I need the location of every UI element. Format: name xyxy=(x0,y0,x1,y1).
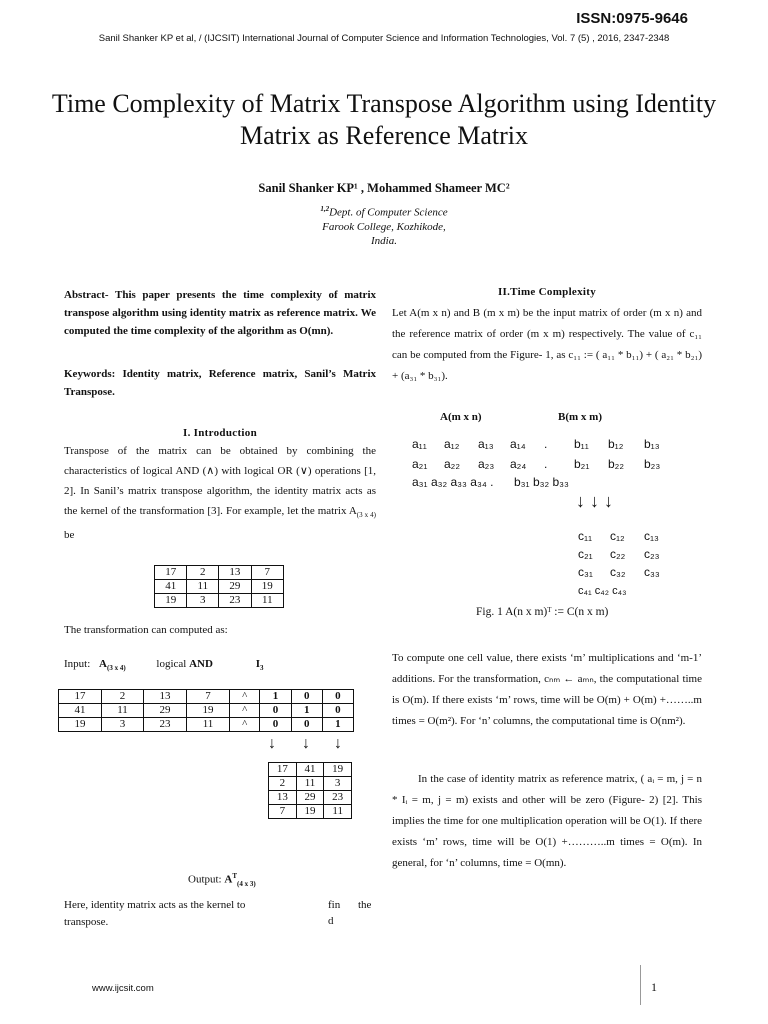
fig-a12: a₁₂ xyxy=(444,437,460,451)
matrix-at-cell: 29 xyxy=(296,791,324,805)
input-matrix-cell: 1 xyxy=(322,718,353,732)
fig-a24: a₂₄ xyxy=(510,457,527,471)
input-matrix-cell: 11 xyxy=(101,704,143,718)
matrix-at-cell: 19 xyxy=(324,763,352,777)
matrix-at-row xyxy=(269,791,352,805)
input-matrix-cell: 41 xyxy=(59,704,102,718)
input-matrix-cell: 1 xyxy=(260,690,291,704)
matrix-at-cell: 23 xyxy=(324,791,352,805)
intro-tail: be xyxy=(64,529,75,542)
fig-c21: c₂₁ xyxy=(578,547,593,561)
matrix-at-row xyxy=(269,777,352,791)
affiliation xyxy=(0,202,768,248)
matrix-a-cell: 17 xyxy=(155,566,187,580)
output-sub: (4 x 3) xyxy=(237,879,256,888)
fig-a14: a₁₄ xyxy=(510,437,526,451)
fig-a-row3: a₃₁ a₃₂ a₃₃ a₃₄ . xyxy=(412,475,494,489)
input-matrix-cell: 17 xyxy=(59,690,102,704)
fig-c22: c₂₂ xyxy=(610,547,626,561)
matrix-a-cell: 29 xyxy=(219,580,251,594)
keywords xyxy=(64,365,376,401)
down-arrow-3: ↓ xyxy=(334,735,342,752)
matrix-a-cell: 7 xyxy=(251,566,283,580)
fig-c32: c₃₂ xyxy=(610,565,626,579)
fig-c-row4: c₄₁ c₄₂ c₄₃ xyxy=(578,585,627,597)
keywords-label: Keywords: xyxy=(64,368,116,380)
matrix-a-cell: 3 xyxy=(187,594,219,608)
fig-b-label: B(m x m) xyxy=(558,411,602,423)
here-fin: fin xyxy=(328,899,341,911)
matrix-at-cell: 19 xyxy=(296,805,324,819)
keywords-text: Identity matrix, Reference matrix, Sanil’s Matrix Transpose. xyxy=(64,368,376,398)
matrix-at-cell: 13 xyxy=(269,791,297,805)
section-2-para-2: To compute one cell value, there exists ‘m’ multiplications and ‘m-1’ additions. For the transformation, cₙₘ ← aₘₙ, the computational time is O(m). If there exists ‘m’ rows, time will be O(m) + O(m) +……..m times = O(m²). For ‘n’ columns, the computational time is O(nm²). xyxy=(392,652,702,727)
matrix-a-cell: 19 xyxy=(155,594,187,608)
logical-and: logical AND xyxy=(156,658,213,670)
here-text-1: Here, identity matrix acts as the kernel to xyxy=(64,899,246,911)
fig-b23: b₂₃ xyxy=(644,457,661,471)
identity-i3: $I_3$ xyxy=(255,658,264,673)
matrix-at-cell: 41 xyxy=(296,763,324,777)
issn-label: ISSN:0975-9646 xyxy=(576,10,688,27)
fig-c12: c₁₂ xyxy=(610,529,625,543)
running-head: Sanil Shanker KP et al, / (IJCSIT) International Journal of Computer Science and Information Technologies, Vol. 7 (5) , 2016, 2347-2348 xyxy=(98,33,670,44)
input-matrix-cell: 0 xyxy=(322,704,353,718)
matrix-a-cell: 19 xyxy=(251,580,283,594)
matrix-a-row xyxy=(155,566,284,580)
fig-a23: a₂₃ xyxy=(478,457,495,471)
output-label: Output: xyxy=(188,873,225,886)
fig-a1-dot: . xyxy=(544,437,548,451)
matrix-at-cell: 3 xyxy=(324,777,352,791)
input-matrix-table xyxy=(58,689,354,732)
fig-b21: b₂₁ xyxy=(574,457,590,471)
input-matrix-cell: 0 xyxy=(260,718,291,732)
output-a: A xyxy=(224,873,233,886)
matrix-at-cell: 2 xyxy=(269,777,297,791)
matrix-at-cell: 11 xyxy=(296,777,324,791)
input-matrix-cell: 0 xyxy=(322,690,353,704)
abstract xyxy=(64,286,376,340)
down-arrow-1: ↓ xyxy=(268,735,276,752)
figure-1 xyxy=(392,405,702,625)
here-text-2: transpose. xyxy=(64,916,109,928)
matrix-a-cell: 11 xyxy=(251,594,283,608)
matrix-at-row xyxy=(269,763,352,777)
input-matrix-cell: 3 xyxy=(101,718,143,732)
fig-b11: b₁₁ xyxy=(574,437,589,451)
paper-title: Time Complexity of Matrix Transpose Algorithm using Identity Matrix as Reference Matrix xyxy=(51,89,717,150)
matrix-a-cell: 13 xyxy=(219,566,251,580)
author-line: Sanil Shanker KP¹ , Mohammed Shameer MC² xyxy=(258,181,510,195)
section-2-para-1: Let A(m x n) and B (m x m) be the input matrix of order (m x n) and the reference matrix of order (m x m) respectively. The value of c₁₁ can be computed from the Figure- 1, as c₁₁ := ( a₁₁ * b₁₁) + ( a₂₁ * b₂₁) + (a₃₁ * b₃₁). xyxy=(392,307,702,382)
input-matrix-cell: 2 xyxy=(101,690,143,704)
input-matrix-row xyxy=(59,718,354,732)
input-matrix-cell: 7 xyxy=(187,690,230,704)
output-sup: T xyxy=(232,872,237,880)
input-a: $A_{(3 x 4)}$ xyxy=(99,658,126,673)
matrix-at-row xyxy=(269,805,352,819)
fig-1-caption: Fig. 1 A(n x m)ᵀ := C(n x m) xyxy=(476,606,609,618)
fig-b22: b₂₂ xyxy=(608,457,624,471)
intro-sub: (3 x 4) xyxy=(356,511,376,520)
down-arrow-2: ↓ xyxy=(302,735,310,752)
fig-b12: b₁₂ xyxy=(608,437,624,451)
matrix-a-cell: 2 xyxy=(187,566,219,580)
input-matrix-cell: 0 xyxy=(260,704,291,718)
page-number: 1 xyxy=(651,980,657,994)
affil-country: India. xyxy=(371,234,397,247)
fig-b13: b₁₃ xyxy=(644,437,660,451)
affil-superscript: 1,2 xyxy=(320,205,330,213)
fig-a22: a₂₂ xyxy=(444,457,460,471)
input-matrix-cell: ^ xyxy=(230,690,260,704)
matrix-a-cell: 23 xyxy=(219,594,251,608)
input-matrix-row xyxy=(59,704,354,718)
fig-a-label: A(m x n) xyxy=(440,411,482,423)
matrix-a-row xyxy=(155,594,284,608)
matrix-at-table xyxy=(268,762,352,819)
fig-c13: c₁₃ xyxy=(644,529,659,543)
fig-a13: a₁₃ xyxy=(478,437,494,451)
input-matrix-row xyxy=(59,690,354,704)
matrix-a-row xyxy=(155,580,284,594)
matrix-at-cell: 17 xyxy=(269,763,297,777)
fig-a11: a₁₁ xyxy=(412,437,427,451)
matrix-at-cell: 11 xyxy=(324,805,352,819)
input-matrix-cell: 19 xyxy=(187,704,230,718)
fig-c33: c₃₃ xyxy=(644,565,660,579)
fig-b-row3: b₃₁ b₃₂ b₃₃ xyxy=(514,475,569,489)
abstract-text: This paper presents the time complexity of matrix transpose algorithm using identity matrix as reference matrix. We computed the time complexity of the algorithm as O(mn). xyxy=(64,289,376,337)
input-matrix-cell: ^ xyxy=(230,718,260,732)
input-matrix-cell: 11 xyxy=(187,718,230,732)
transform-text: The transformation can computed as: xyxy=(64,624,228,636)
input-matrix-cell: 0 xyxy=(291,718,322,732)
footer-divider xyxy=(640,965,641,1005)
footer-url[interactable]: www.ijcsit.com xyxy=(92,983,154,994)
intro-paragraph xyxy=(64,441,376,545)
intro-heading: I. Introduction xyxy=(183,427,257,439)
output-line xyxy=(188,866,256,894)
matrix-at-cell: 7 xyxy=(269,805,297,819)
here-the: the xyxy=(358,899,372,911)
matrix-a-table xyxy=(154,565,284,608)
input-matrix-cell: ^ xyxy=(230,704,260,718)
fig-down-arrows: ↓ ↓ ↓ xyxy=(576,491,614,511)
matrix-a-cell: 41 xyxy=(155,580,187,594)
input-matrix-cell: 0 xyxy=(291,690,322,704)
input-matrix-cell: 29 xyxy=(144,704,187,718)
input-matrix-cell: 19 xyxy=(59,718,102,732)
input-matrix-cell: 1 xyxy=(291,704,322,718)
section-2-para-3: In the case of identity matrix as reference matrix, ( aᵢ = m, j = n * Iᵢ = m, j = m) exists and other will be zero (Figure- 2) [2]. This implies the time for one multiplication operation will be O(1). If there exists ‘m’ rows, time will be O(1) +………..m times = O(m). In general, for ‘n’ columns, time = O(mn). xyxy=(392,773,702,869)
fig-c23: c₂₃ xyxy=(644,547,660,561)
fig-c11: c₁₁ xyxy=(578,529,593,543)
here-d: d xyxy=(328,915,334,927)
input-matrix-cell: 13 xyxy=(144,690,187,704)
input-line xyxy=(64,654,384,678)
section-2-heading: II.Time Complexity xyxy=(497,286,597,298)
affil-college: Farook College, Kozhikode, xyxy=(322,220,446,233)
input-matrix-cell: 23 xyxy=(144,718,187,732)
fig-c31: c₃₁ xyxy=(578,565,593,579)
fig-a21: a₂₁ xyxy=(412,457,428,471)
affil-dept: Dept. of Computer Science xyxy=(329,206,448,219)
fig-a2-dot: . xyxy=(544,457,548,471)
input-label: Input: xyxy=(64,658,91,670)
abstract-label: Abstract- xyxy=(64,289,109,301)
matrix-a-cell: 11 xyxy=(187,580,219,594)
intro-text: Transpose of the matrix can be obtained by combining the characteristics of logical AND (∧) with logical OR (∨) operations [1, 2]. In Sanil’s matrix transpose algorithm, the identity matrix acts as the kernel of the transformation [3]. For example, let the matrix A xyxy=(64,445,376,517)
